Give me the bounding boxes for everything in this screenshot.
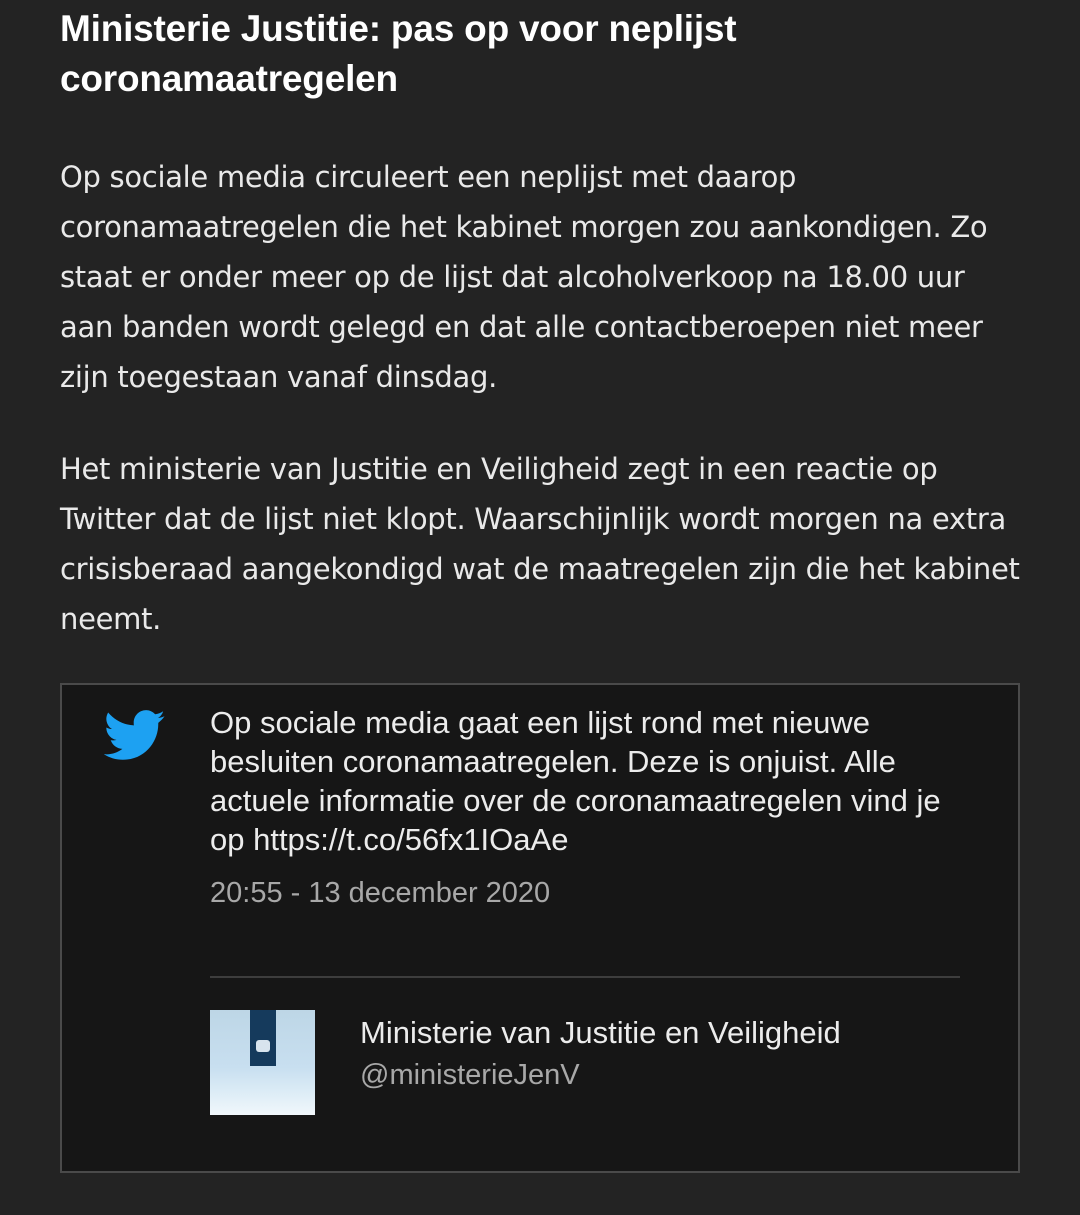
tweet-timestamp[interactable]: 20:55 - 13 december 2020: [210, 877, 551, 909]
avatar[interactable]: [210, 1010, 315, 1115]
article-headline: Ministerie Justitie: pas op voor neplijst coronamaatregelen: [60, 8, 737, 99]
article-paragraph: Op sociale media circuleert een neplijst met daarop coronamaatregelen die het kabinet morgen zou aankondigen. Zo staat er onder meer op de lijst dat alcoholverkoop na 18.00 uur aan banden wordt gelegd en dat alle contactberoepen niet meer zijn toegestaan vanaf dinsdag.: [60, 160, 988, 394]
logo-ribbon: [250, 1010, 276, 1066]
embedded-tweet[interactable]: [60, 683, 1020, 1173]
account-name[interactable]: Ministerie van Justitie en Veiligheid: [360, 1015, 841, 1050]
twitter-bird-icon[interactable]: [104, 710, 166, 762]
account-handle[interactable]: @ministerieJenV: [360, 1059, 580, 1091]
article: [60, 0, 1020, 644]
article-paragraph: Het ministerie van Justitie en Veiligheid zegt in een reactie op Twitter dat de lijst niet klopt. Waarschijnlijk wordt morgen na extra crisisberaad aangekondigd wat de maatregelen zijn die het kabinet neemt.: [60, 452, 1020, 636]
divider: [210, 976, 960, 978]
crest-icon: [256, 1040, 270, 1052]
tweet-text: Op sociale media gaat een lijst rond met nieuwe besluiten coronamaatregelen. Deze is onjuist. Alle actuele informatie over de coronamaatregelen vind je op https://t.co/56fx1IOaAe: [210, 705, 941, 857]
